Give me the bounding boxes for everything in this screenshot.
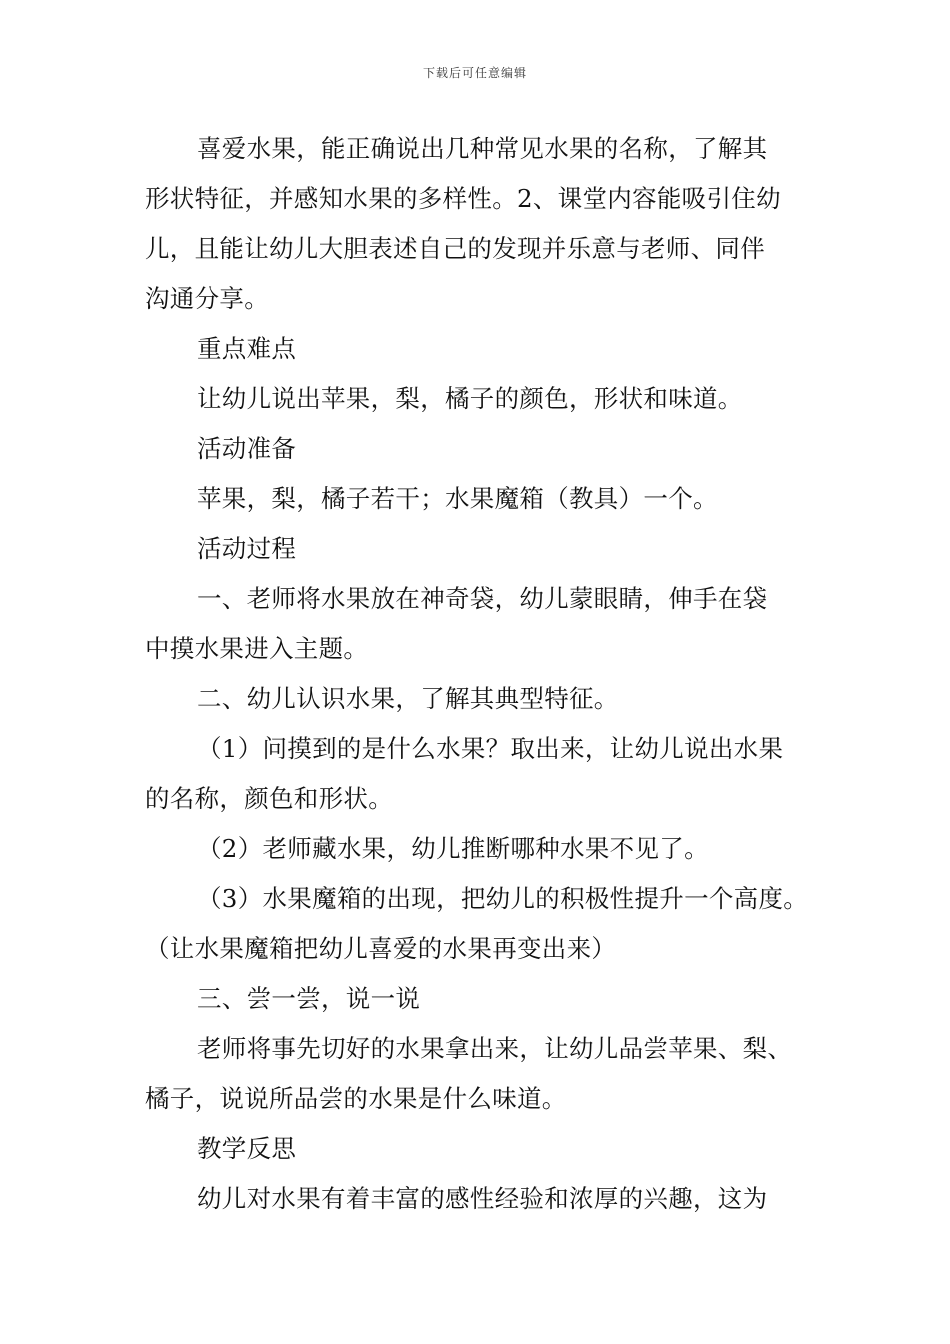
paragraph-line: （3）水果魔箱的出现，把幼儿的积极性提升一个高度。 bbox=[197, 884, 809, 913]
paragraph-line: 让幼儿说出苹果，梨，橘子的颜色，形状和味道。 bbox=[197, 384, 743, 413]
paragraph-line: 喜爱水果，能正确说出几种常见水果的名称，了解其 bbox=[197, 134, 768, 163]
paragraph-line: 幼儿对水果有着丰富的感性经验和浓厚的兴趣，这为 bbox=[197, 1184, 768, 1213]
paragraph-line: 形状特征，并感知水果的多样性。2、课堂内容能吸引住幼 bbox=[145, 184, 781, 213]
paragraph-line: 沟通分享。 bbox=[145, 284, 269, 313]
section-heading: 活动准备 bbox=[197, 434, 297, 463]
section-heading: 三、尝一尝，说一说 bbox=[197, 984, 421, 1013]
paragraph-line: （让水果魔箱把幼儿喜爱的水果再变出来） bbox=[145, 934, 617, 963]
paragraph-line: 儿，且能让幼儿大胆表述自己的发现并乐意与老师、同伴 bbox=[145, 234, 765, 263]
paragraph-line: （2）老师藏水果，幼儿推断哪种水果不见了。 bbox=[197, 834, 709, 863]
paragraph-line: 中摸水果进入主题。 bbox=[145, 634, 369, 663]
paragraph-line: 橘子，说说所品尝的水果是什么味道。 bbox=[145, 1084, 567, 1113]
section-heading: 教学反思 bbox=[197, 1134, 297, 1163]
paragraph-line: 苹果，梨，橘子若干；水果魔箱（教具）一个。 bbox=[197, 484, 718, 513]
paragraph-line: （1）问摸到的是什么水果？取出来，让幼儿说出水果 bbox=[197, 734, 784, 763]
paragraph-line: 一、老师将水果放在神奇袋，幼儿蒙眼睛，伸手在袋 bbox=[197, 584, 768, 613]
paragraph-line: 二、幼儿认识水果，了解其典型特征。 bbox=[197, 684, 619, 713]
paragraph-line: 的名称，颜色和形状。 bbox=[145, 784, 393, 813]
page-header: 下载后可任意编辑 bbox=[422, 66, 527, 80]
section-heading: 活动过程 bbox=[197, 534, 297, 563]
paragraph-line: 老师将事先切好的水果拿出来，让幼儿品尝苹果、梨、 bbox=[197, 1034, 793, 1063]
section-heading: 重点难点 bbox=[197, 334, 297, 363]
document-body bbox=[145, 124, 815, 1224]
